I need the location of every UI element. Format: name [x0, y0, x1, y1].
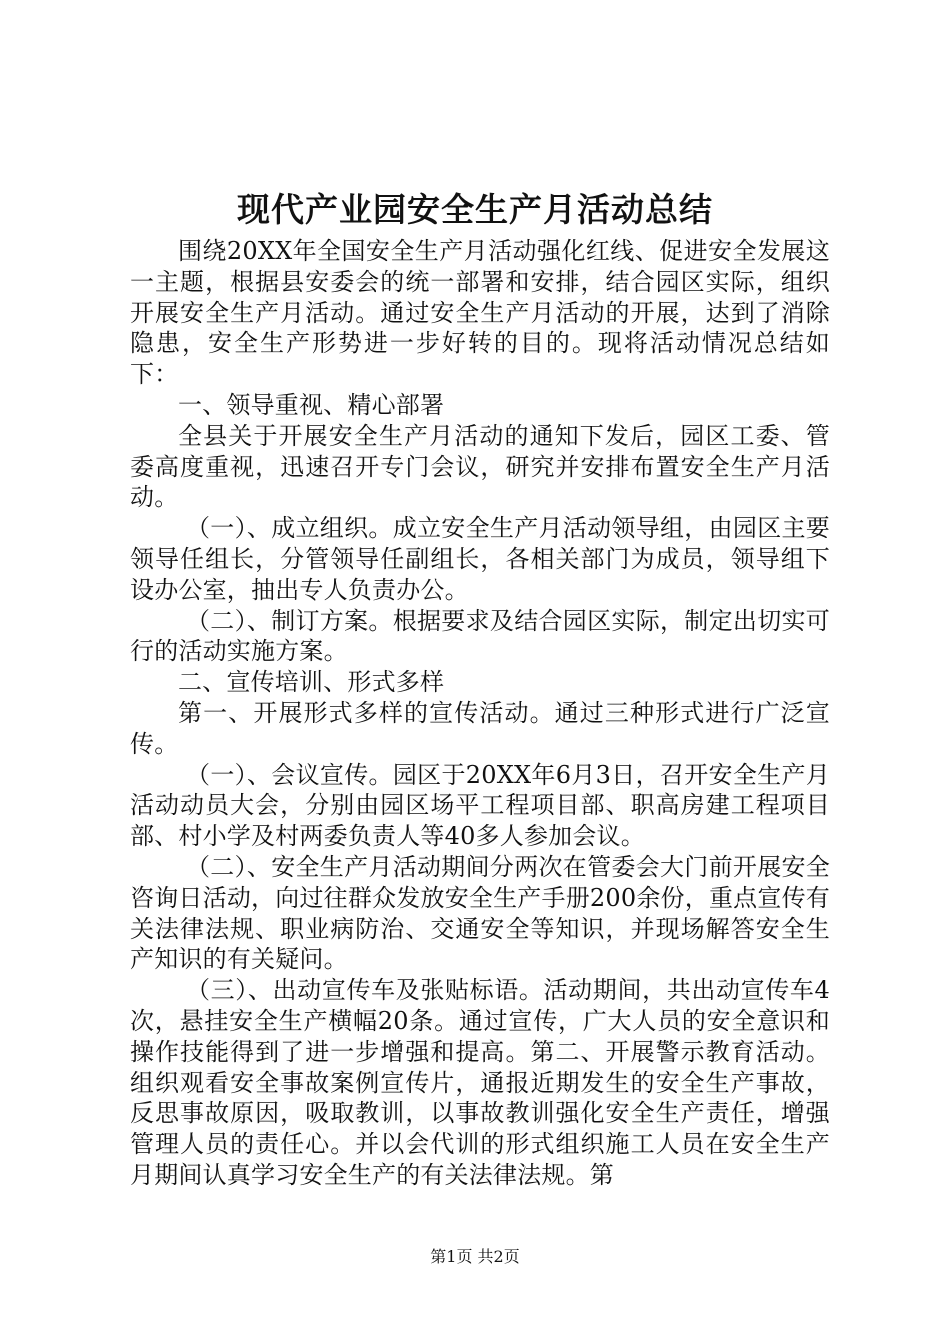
page-number-footer: 第1页 共2页	[430, 1247, 520, 1266]
body-paragraph: （三）、出动宣传车及张贴标语。活动期间，共出动宣传车4次，悬挂安全生产横幅20条。通过宣传，广大人员的安全意识和操作技能得到了进一步增强和提高。第二、开展警示教育活动。组织观看安全事故案例宣传片，通报近期发生的安全生产事故，反思事故原因，吸取教训，以事故教训强化安全生产责任，增强管理人员的责任心。并以会代训的形式组织施工人员在安全生产月期间认真学习安全生产的有关法律法规。第	[130, 976, 830, 1189]
body-paragraph: （一）、会议宣传。园区于20XX年6月3日，召开安全生产月活动动员大会，分别由园区场平工程项目部、职高房建工程项目部、村小学及村两委负责人等40多人参加会议。	[130, 760, 830, 851]
body-paragraph: （二）、制订方案。根据要求及结合园区实际，制定出切实可行的活动实施方案。	[130, 606, 830, 666]
body-paragraph: 第一、开展形式多样的宣传活动。通过三种形式进行广泛宣传。	[130, 698, 830, 758]
section-heading-1: 一、领导重视、精心部署	[178, 390, 445, 419]
section-heading-2: 二、宣传培训、形式多样	[178, 668, 445, 697]
body-paragraph: （二）、安全生产月活动期间分两次在管委会大门前开展安全咨询日活动，向过往群众发放安全生产手册200余份，重点宣传有关法律法规、职业病防治、交通安全等知识，并现场解答安全生产知识的有关疑问。	[130, 852, 830, 974]
body-paragraph: （一）、成立组织。成立安全生产月活动领导组，由园区主要领导任组长，分管领导任副组长，各相关部门为成员，领导组下设办公室，抽出专人负责办公。	[130, 514, 830, 604]
document-title: 现代产业园安全生产月活动总结	[237, 190, 713, 229]
document-body	[130, 236, 830, 1191]
intro-paragraph: 围绕20XX年全国安全生产月活动强化红线、促进安全发展这一主题，根据县安委会的统一部署和安排，结合园区实际，组织开展安全生产月活动。通过安全生产月活动的开展，达到了消除隐患，安全生产形势进一步好转的目的。现将活动情况总结如下：	[130, 237, 830, 389]
body-paragraph: 全县关于开展安全生产月活动的通知下发后，园区工委、管委高度重视，迅速召开专门会议，研究并安排布置安全生产月活动。	[130, 421, 830, 512]
